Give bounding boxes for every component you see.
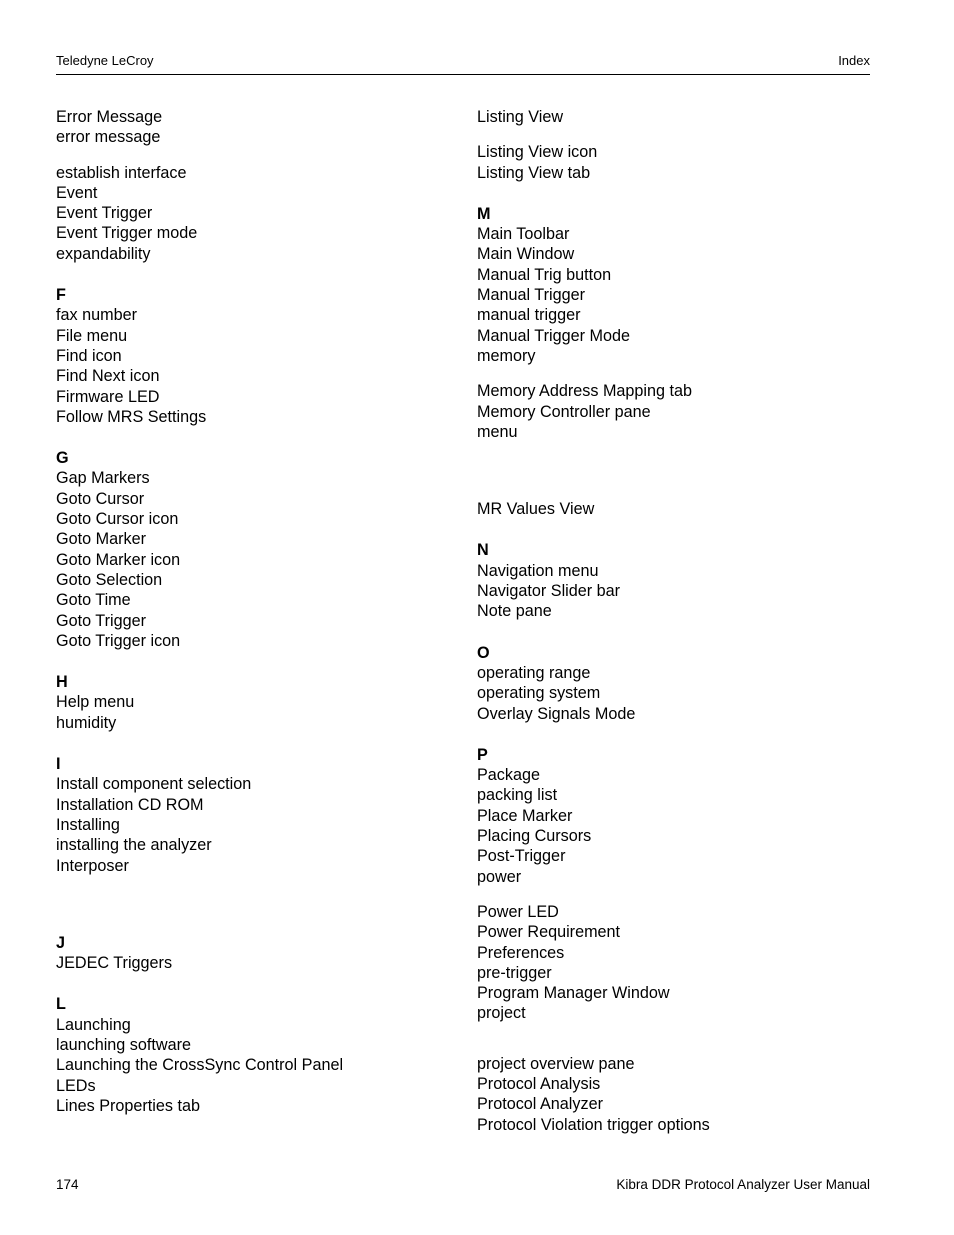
index-entry: Follow MRS Settings [56,407,207,426]
index-entry: menu [477,422,518,441]
index-entry: operating range [477,663,591,682]
index-section-g [56,448,343,651]
index-group-listing [477,107,710,127]
index-entry: Installing [56,815,120,834]
index-entry: Launching the CrossSync Control Panel [56,1056,344,1075]
index-entry: JEDEC Triggers [56,954,173,973]
index-group-listing-2 [477,142,710,183]
index-entry: Navigator Slider bar [477,582,621,601]
index-letter-heading: L [56,995,66,1014]
index-entry: memory [477,346,536,365]
index-section-l [56,994,343,1116]
header-company: Teledyne LeCroy [56,53,154,68]
index-letter-heading: I [56,755,61,774]
index-entry: Gap Markers [56,469,150,488]
index-section-j [56,933,343,974]
index-entry: Goto Trigger [56,611,146,630]
index-entry: Program Manager Window [477,984,670,1003]
index-section-m [477,204,710,366]
index-entry: Main Toolbar [477,225,570,244]
index-section-o [477,643,710,724]
index-entry: Launching [56,1015,131,1034]
index-letter-heading: G [56,449,69,468]
index-entry: Event Trigger [56,204,153,223]
index-group-memory [477,381,710,442]
index-entry: packing list [477,786,558,805]
index-entry: Goto Trigger icon [56,631,181,650]
index-group-error [56,107,343,148]
index-entry: Package [477,766,540,785]
index-entry: Navigation menu [477,561,599,580]
index-entry: manual trigger [477,306,581,325]
index-entry: Manual Trigger Mode [477,326,630,345]
index-entry: Protocol Violation trigger options [477,1115,710,1134]
index-group-establish [56,163,343,264]
index-group-mr [477,499,710,519]
index-entry: power [477,867,522,886]
page-number: 174 [56,1177,79,1192]
index-entry: error message [56,128,161,147]
manual-title: Kibra DDR Protocol Analyzer User Manual [616,1177,870,1192]
index-letter-heading: O [477,643,490,662]
index-entry: project overview pane [477,1054,635,1073]
index-entry: Main Window [477,245,575,264]
index-entry: Help menu [56,693,135,712]
index-letter-heading: F [56,286,66,305]
index-entry: Protocol Analyzer [477,1095,603,1114]
index-entry: project [477,1004,526,1023]
index-entry: Error Message [56,108,163,126]
index-entry: Manual Trig button [477,265,612,284]
index-entry: Goto Cursor [56,489,145,508]
index-entry: Goto Marker icon [56,550,181,569]
index-section-i [56,754,343,876]
index-entry: MR Values View [477,500,595,519]
index-entry: Listing View icon [477,143,598,162]
index-entry: Placing Cursors [477,827,592,846]
index-entry: LEDs [56,1076,96,1095]
header-section: Index [838,53,870,68]
index-section-f [56,285,343,427]
index-entry: Protocol Analysis [477,1074,601,1093]
index-group-power [477,902,710,1024]
index-section-p [477,745,710,887]
index-entry: Place Marker [477,806,573,825]
index-entry: Goto Cursor icon [56,510,179,529]
index-entry: Overlay Signals Mode [477,704,636,723]
index-entry: Find icon [56,346,122,365]
index-entry: Find Next icon [56,367,160,386]
index-entry: Post-Trigger [477,847,566,866]
index-entry: Manual Trigger [477,286,585,305]
index-entry: establish interface [56,163,187,182]
index-entry: operating system [477,684,601,703]
index-letter-heading: N [477,541,489,560]
index-letter-heading: P [477,745,488,764]
index-section-h [56,672,343,733]
index-entry: Preferences [477,943,565,962]
page-header [56,52,870,75]
index-entry: Event Trigger mode [56,224,198,243]
index-entry: installing the analyzer [56,836,212,855]
index-entry: Installation CD ROM [56,795,204,814]
index-entry: File menu [56,326,128,345]
index-letter-heading: H [56,673,68,692]
index-entry: Note pane [477,602,552,621]
index-entry: Listing View tab [477,163,591,182]
index-entry: pre-trigger [477,963,552,982]
index-entry: Event [56,183,98,202]
index-entry: expandability [56,244,151,263]
index-entry: Power Requirement [477,923,621,942]
index-entry: Interposer [56,856,129,875]
index-entry: Memory Address Mapping tab [477,382,693,401]
index-entry: fax number [56,306,137,325]
index-entry: Listing View [477,108,564,126]
index-entry: Goto Marker [56,530,146,549]
index-column-left [56,107,343,1116]
index-entry: Install component selection [56,775,252,794]
index-group-project [477,1054,710,1135]
index-section-n [477,540,710,621]
index-letter-heading: J [56,933,66,952]
index-entry: Lines Properties tab [56,1096,200,1115]
index-entry: Power LED [477,902,559,921]
index-entry: Memory Controller pane [477,402,651,421]
index-entry: Goto Selection [56,570,163,589]
index-entry: launching software [56,1035,191,1054]
index-entry: Goto Time [56,591,131,610]
index-entry: humidity [56,713,117,732]
index-column-right [477,107,710,1135]
index-letter-heading: M [477,204,491,223]
index-entry: Firmware LED [56,387,160,406]
